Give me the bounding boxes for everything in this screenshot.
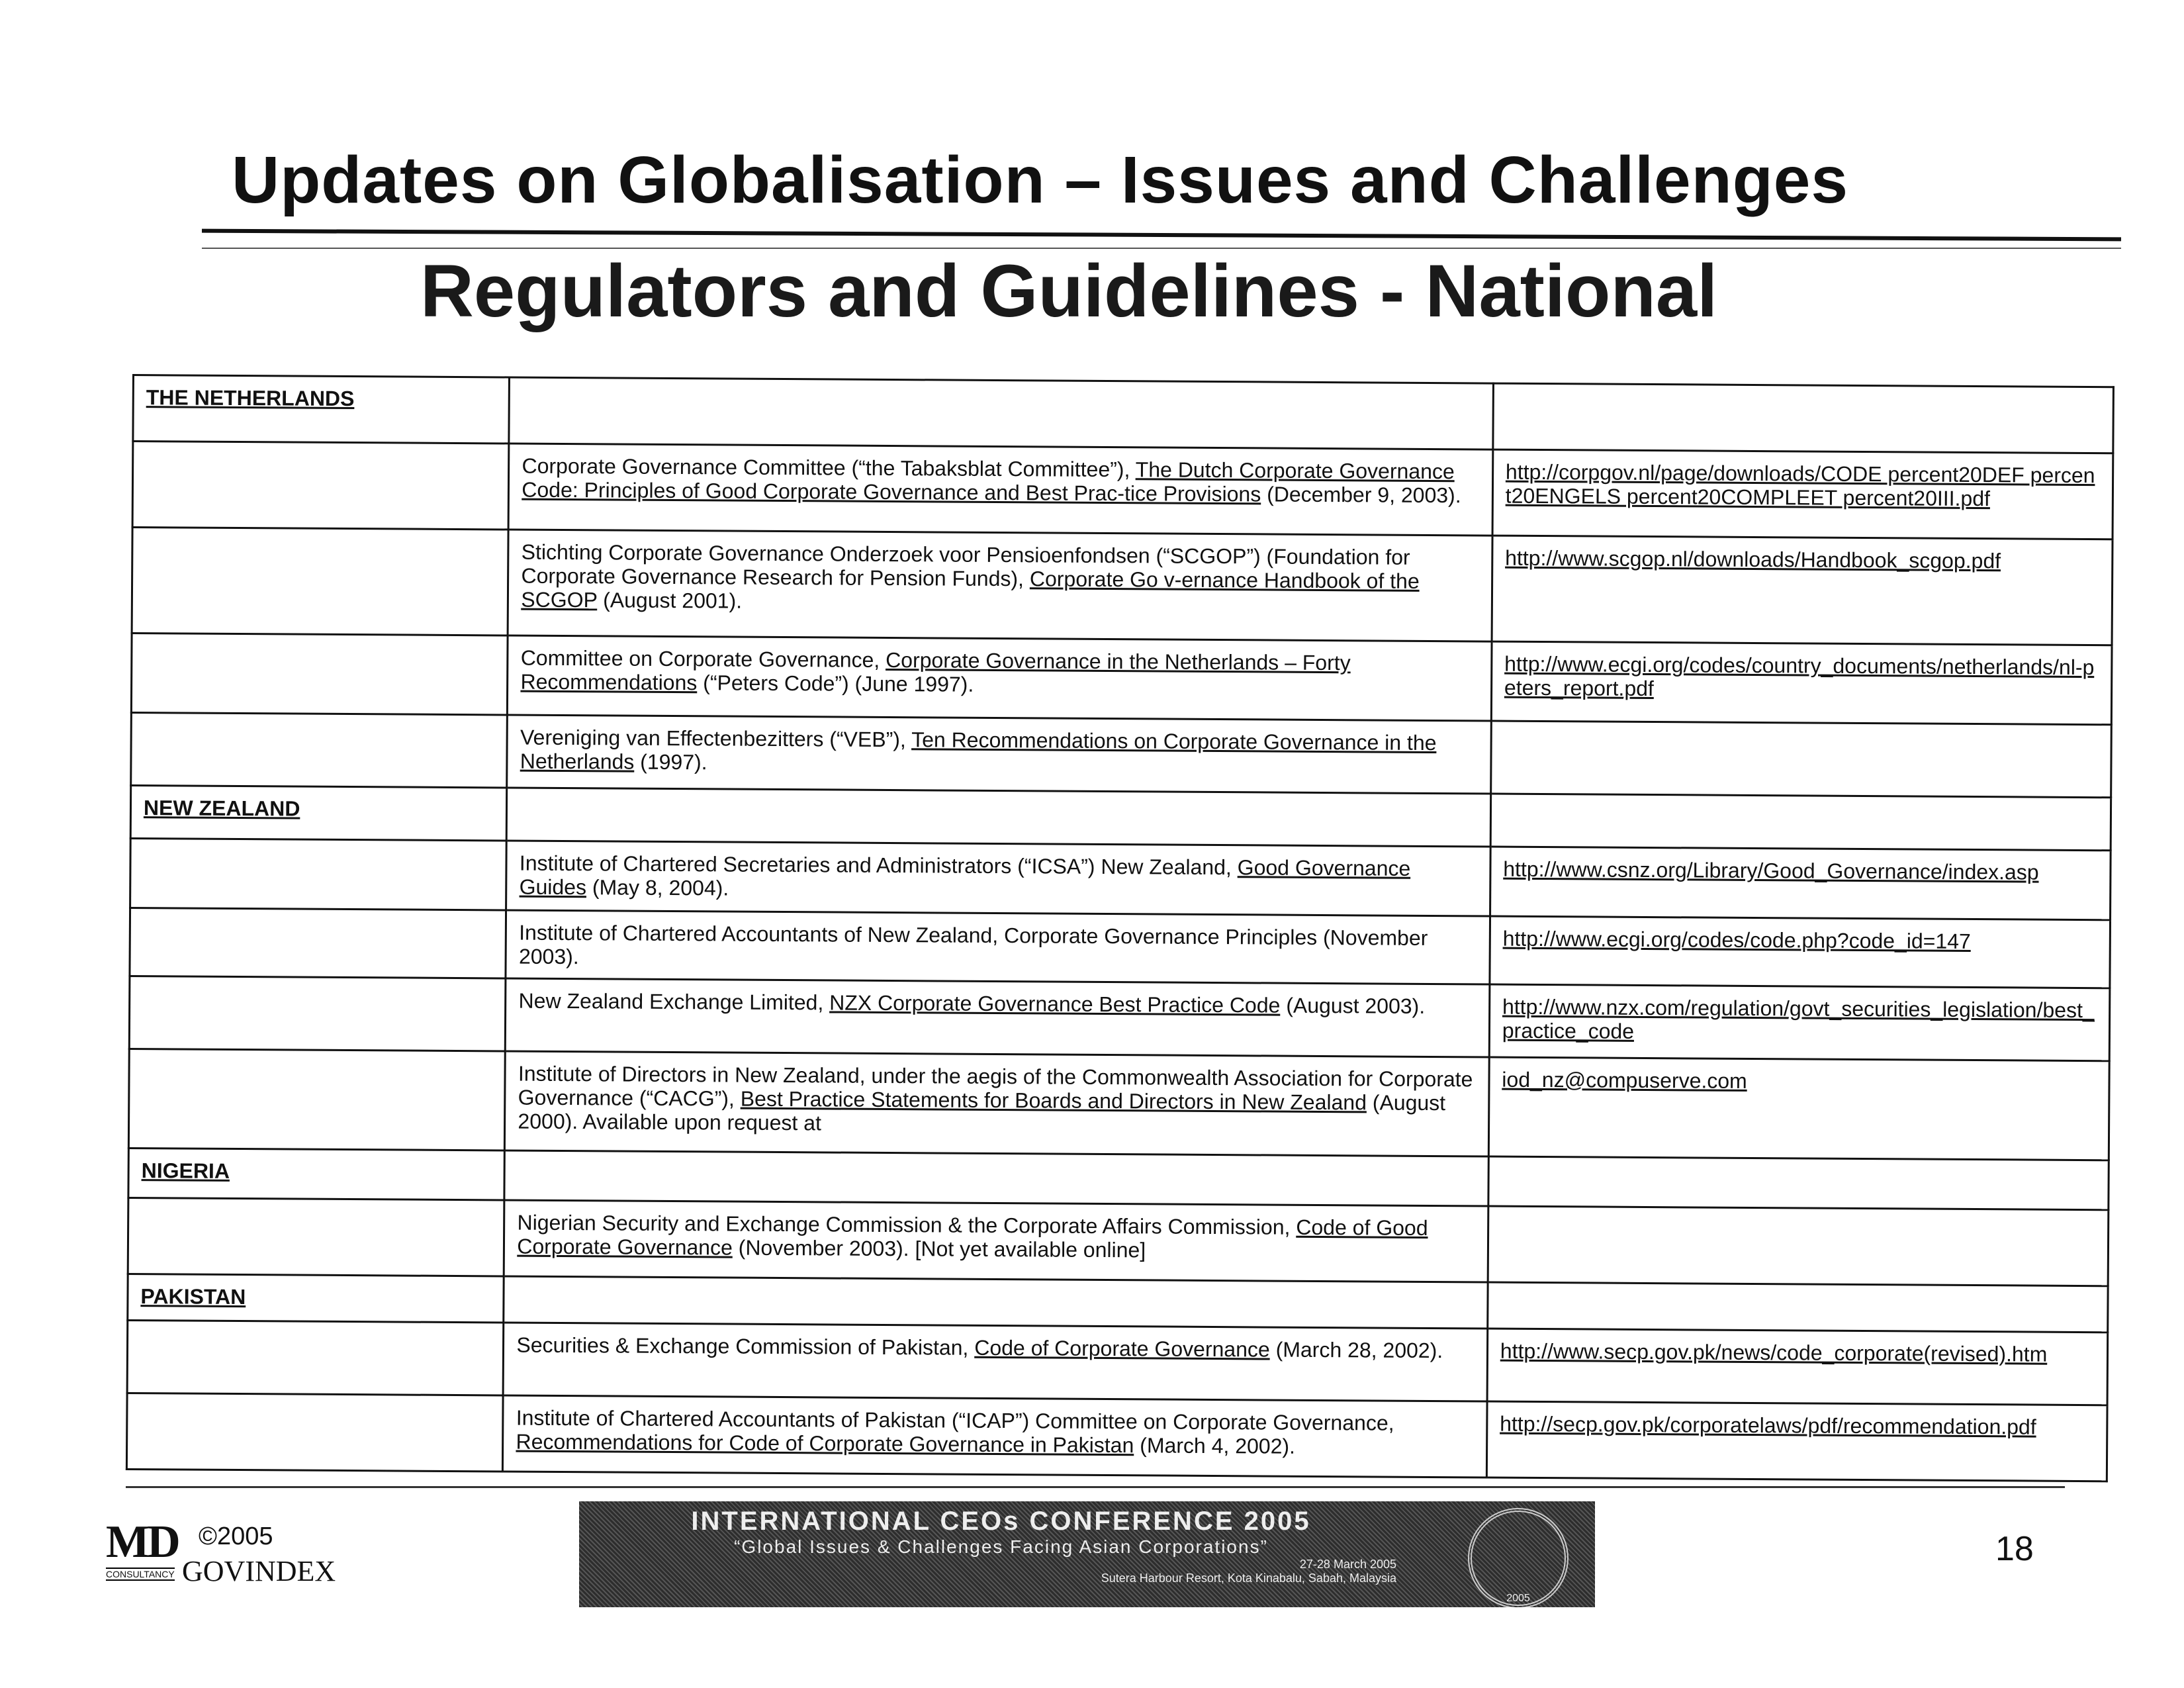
empty-cell [1488, 1156, 2109, 1210]
empty-cell [132, 442, 509, 530]
banner-title: INTERNATIONAL CEOs CONFERENCE 2005 [691, 1507, 1311, 1536]
table-row [131, 712, 2112, 797]
guideline-link[interactable]: http://www.ecgi.org/codes/code.php?code_id=147 [1502, 926, 1971, 953]
description-suffix: (1997). [634, 749, 707, 774]
link-cell [1491, 641, 2112, 725]
link-cell [1487, 1329, 2108, 1405]
empty-cell [132, 528, 508, 635]
title-rule [202, 229, 2121, 242]
description-text: Nigerian Security and Exchange Commission & the Corporate Affairs Commission, [517, 1210, 1297, 1239]
empty-cell [128, 1197, 504, 1276]
guideline-link[interactable]: iod_nz@compuserve.com [1502, 1067, 1747, 1093]
description-suffix: (August 2003). [1280, 993, 1426, 1018]
description-text: Institute of Directors in New Zealand, under the aegis of the Commonwealth Association for Corporate Governance (“CACG”), [518, 1061, 1473, 1111]
description-suffix: (May 8, 2004). [586, 875, 729, 900]
guideline-link[interactable]: http://www.nzx.com/regulation/govt_securities_legislation/best_practice_code [1502, 994, 2095, 1043]
empty-cell [131, 633, 508, 715]
guideline-title: Code of Corporate Governance [974, 1335, 1270, 1362]
description-suffix: (August 2001). [597, 588, 743, 613]
description-suffix: (March 28, 2002). [1269, 1337, 1443, 1363]
description-text: Institute of Chartered Accountants of Pakistan (“ICAP”) Committee on Corporate Governance, [516, 1405, 1394, 1435]
footer-rule [126, 1486, 2065, 1488]
logo-name: GOVINDEX [182, 1555, 336, 1587]
guideline-title: Recommendations for Code of Corporate Governance in Pakistan [516, 1429, 1134, 1458]
guideline-title: Good Governance Guides [519, 855, 1411, 900]
guideline-description [503, 1323, 1487, 1401]
description-text: Committee on Corporate Governance, [520, 645, 886, 672]
seal-year: 2005 [1506, 1593, 1530, 1604]
empty-cell [509, 377, 1493, 449]
guideline-description [506, 841, 1490, 916]
banner-subtitle: “Global Issues & Challenges Facing Asian Corporations” [734, 1536, 1268, 1557]
description-text: Institute of Chartered Accountants of New Zealand, Corporate Governance Principles (November 2003). [518, 920, 1428, 969]
description-text: Stichting Corporate Governance Onderzoek voor Pensioenfondsen (“SCGOP”) (Foundation for Corporate Governance Research for Pension Funds), [521, 539, 1410, 591]
description-suffix: (December 9, 2003). [1261, 482, 1461, 508]
link-cell [1488, 1206, 2109, 1286]
table-row [132, 528, 2113, 645]
guideline-link[interactable]: http://www.csnz.org/Library/Good_Governance/index.asp [1503, 857, 2039, 884]
banner-date: 27-28 March 2005 [1299, 1558, 1396, 1571]
govindex-logo [106, 1516, 336, 1587]
guideline-link[interactable]: http://www.secp.gov.pk/news/code_corporate(revised).htm [1500, 1338, 2048, 1366]
table-row [129, 976, 2110, 1060]
country-label: PAKISTAN [140, 1284, 246, 1309]
guideline-title: Best Practice Statements for Boards and Directors in New Zealand [740, 1086, 1367, 1115]
guideline-title: Code of Good Corporate Governance [517, 1215, 1428, 1260]
empty-cell [1490, 794, 2111, 851]
guideline-link[interactable]: http://corpgov.nl/page/downloads/CODE percent20DEF percent20ENGELS percent20COMPLEET percent20III.pdf [1505, 459, 2095, 511]
empty-cell [504, 1276, 1488, 1329]
guideline-title: Ten Recommendations on Corporate Governance in the Netherlands [520, 727, 1437, 774]
md-logo-mark: MD [106, 1517, 178, 1568]
link-cell [1486, 1401, 2107, 1481]
country-cell [133, 375, 510, 444]
empty-cell [129, 976, 506, 1051]
link-cell [1490, 721, 2111, 798]
link-cell [1492, 449, 2113, 539]
guideline-title: The Dutch Corporate Governance Code: Principles of Good Corporate Governance and Best Prac-tice Provisions [522, 457, 1455, 506]
description-suffix: (“Peters Code”) (June 1997). [697, 671, 974, 696]
guideline-description [506, 978, 1490, 1057]
guideline-title: Corporate Go v-ernance Handbook of the SCGOP [521, 567, 1420, 612]
link-cell [1492, 536, 2113, 645]
link-cell [1488, 1057, 2109, 1160]
country-cell [128, 1148, 505, 1199]
banner-venue: Sutera Harbour Resort, Kota Kinabalu, Sabah, Malaysia [1101, 1571, 1396, 1585]
empty-cell [131, 712, 508, 787]
guideline-title: Corporate Governance in the Netherlands – Forty Recommendations [520, 647, 1351, 695]
guideline-title: NZX Corporate Governance Best Practice Code [829, 990, 1281, 1017]
logo-consultancy: CONSULTANCY [106, 1569, 175, 1579]
guideline-description [508, 530, 1492, 641]
link-cell [1490, 847, 2111, 920]
table-row [131, 633, 2112, 725]
description-text: Vereniging van Effectenbezitters (“VEB”), [520, 725, 912, 752]
guideline-description [504, 1200, 1488, 1282]
empty-cell [130, 838, 507, 910]
country-label: THE NETHERLANDS [146, 385, 355, 411]
empty-cell [127, 1320, 504, 1395]
table-row [128, 1049, 2109, 1160]
guideline-description [506, 910, 1490, 984]
guideline-description [503, 1395, 1487, 1477]
description-suffix: (August 2000). Available upon request at [518, 1090, 1446, 1135]
guidelines-table [126, 374, 2115, 1482]
page-number: 18 [1995, 1530, 2034, 1568]
country-header-row [133, 375, 2114, 453]
guideline-description [507, 715, 1491, 794]
table-row [128, 1197, 2109, 1286]
link-cell [1489, 984, 2110, 1061]
empty-cell [507, 788, 1491, 847]
country-label: NIGERIA [141, 1158, 230, 1183]
description-suffix: (March 4, 2002). [1134, 1433, 1296, 1458]
conference-banner [579, 1501, 1595, 1607]
empty-cell [504, 1150, 1488, 1206]
description-suffix: (November 2003). [Not yet available online] [732, 1235, 1146, 1262]
country-label: NEW ZEALAND [143, 796, 300, 821]
empty-cell [1493, 383, 2114, 453]
description-text: New Zealand Exchange Limited, [518, 988, 830, 1015]
empty-cell [130, 908, 506, 978]
table-row [126, 1393, 2107, 1481]
country-cell [130, 785, 507, 840]
copyright: ©2005 [199, 1523, 273, 1550]
country-cell [128, 1274, 504, 1322]
guideline-description [508, 444, 1492, 536]
description-text: Institute of Chartered Secretaries and Administrators (“ICSA”) New Zealand, [519, 851, 1238, 880]
empty-cell [128, 1049, 505, 1150]
conference-seal-icon [1468, 1508, 1569, 1607]
table-row [127, 1320, 2108, 1405]
slide-subtitle: Regulators and Guidelines - National [420, 250, 1718, 332]
empty-cell [126, 1393, 503, 1471]
description-text: Securities & Exchange Commission of Pakistan, [516, 1333, 975, 1360]
guideline-description [508, 635, 1492, 721]
guideline-link[interactable]: http://secp.gov.pk/corporatelaws/pdf/recommendation.pdf [1500, 1411, 2036, 1439]
slide-title: Updates on Globalisation – Issues and Challenges [232, 143, 1849, 217]
guideline-link[interactable]: http://www.scgop.nl/downloads/Handbook_scgop.pdf [1505, 545, 2001, 573]
table-row [130, 908, 2111, 988]
empty-cell [1488, 1282, 2109, 1333]
description-text: Corporate Governance Committee (“the Tabaksblat Committee”), [522, 453, 1136, 482]
guideline-link[interactable]: http://www.ecgi.org/codes/country_documents/netherlands/nl-peters_report.pdf [1504, 651, 2095, 701]
table-row [132, 442, 2113, 539]
table-row [130, 838, 2111, 919]
guideline-description [505, 1051, 1489, 1156]
link-cell [1490, 916, 2111, 988]
